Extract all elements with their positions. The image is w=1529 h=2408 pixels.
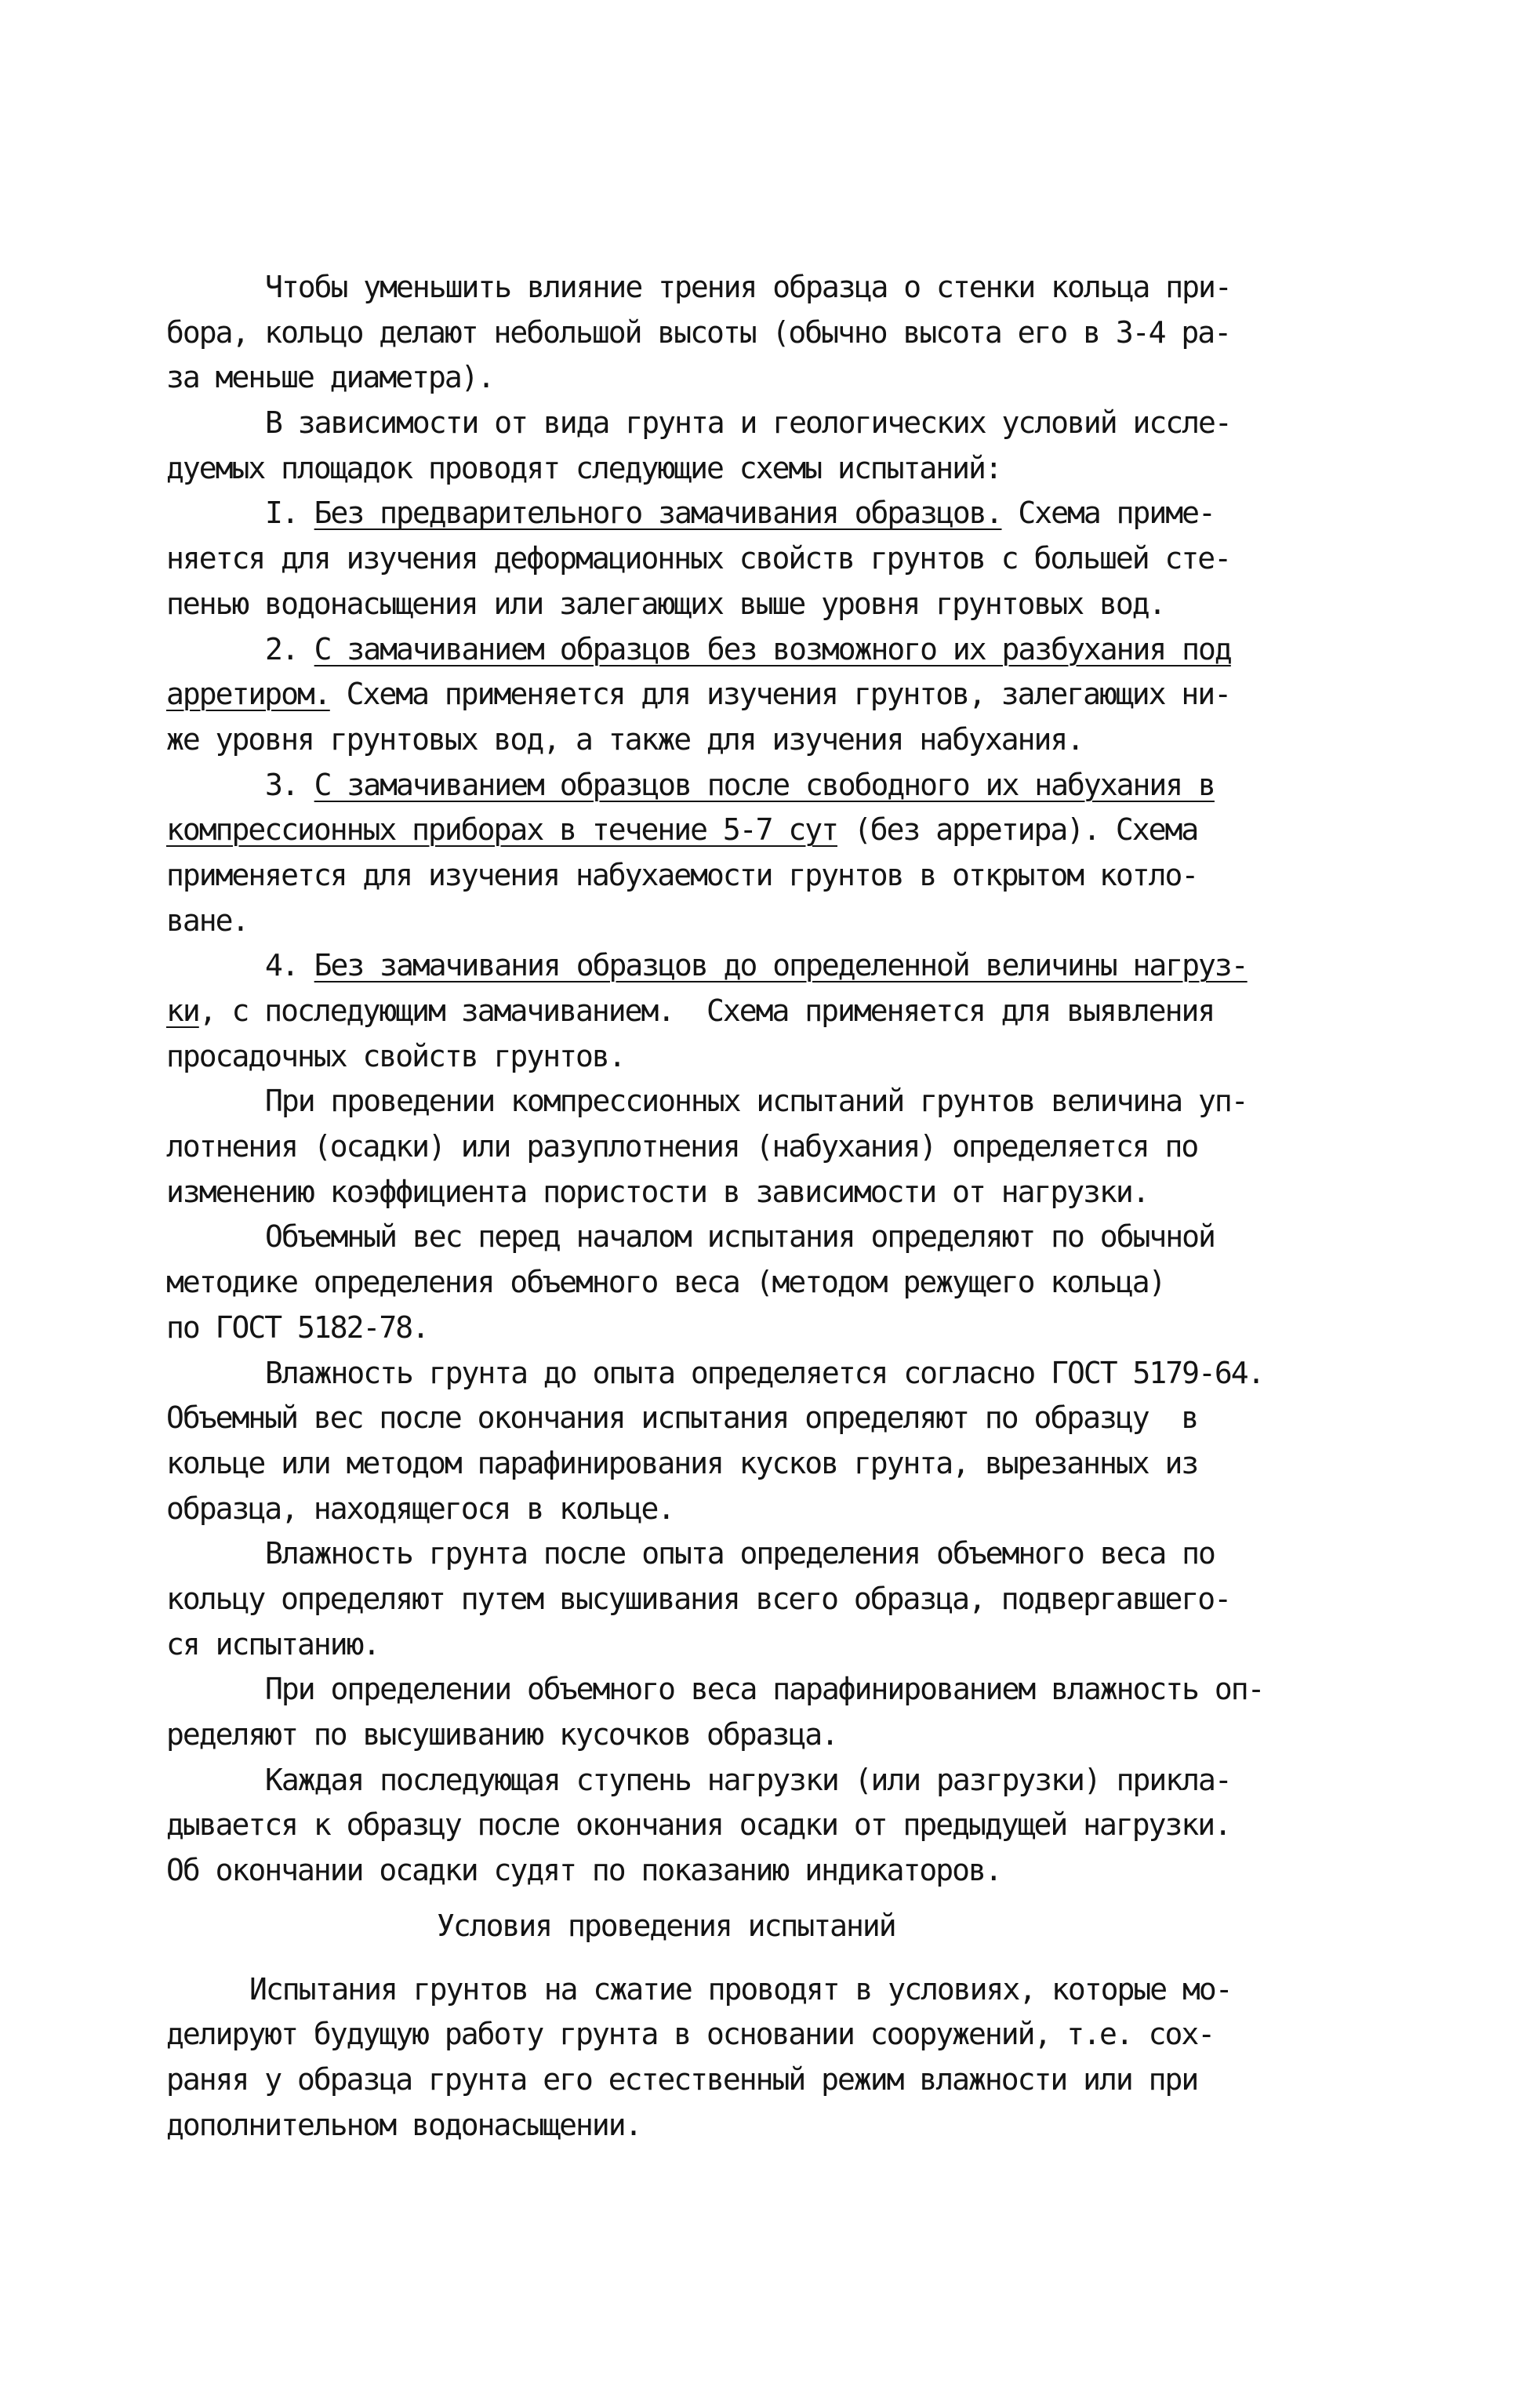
paragraph-line: Объемный вес перед началом испытания определяют по обычной	[265, 1219, 1215, 1255]
paragraph-line: кольце или методом парафинирования кусков грунта, вырезанных из	[166, 1445, 1198, 1480]
paragraph-line: Чтобы уменьшить влияние трения образца о стенки кольца при-	[265, 270, 1231, 304]
paragraph-line: дуемых площадок проводят следующие схемы испытаний:	[166, 450, 1001, 485]
paragraph-line: няется для изучения деформационных свойств грунтов с большей сте-	[166, 541, 1231, 576]
paragraph-line	[166, 672, 1374, 717]
underlined-phrase: арретиром.	[166, 677, 330, 712]
list-item-number: 4.	[265, 948, 314, 983]
paragraph-line: При определении объемного веса парафинированием влажность оп-	[265, 1672, 1264, 1707]
paragraph-line: по ГОСТ 5182-78.	[166, 1309, 429, 1345]
paragraph-line: ся испытанию.	[166, 1626, 380, 1662]
paragraph-line: ределяют по высушиванию кусочков образца.	[166, 1717, 837, 1752]
list-item-1	[166, 491, 1374, 536]
paragraph-line: При проведении компрессионных испытаний грунтов величина уп-	[265, 1084, 1248, 1119]
paragraph-line	[166, 989, 1374, 1034]
section-heading: Условия проведения испытаний	[437, 1908, 895, 1943]
paragraph-line: просадочных свойств грунтов.	[166, 1038, 625, 1073]
paragraph-line: образца, находящегося в кольце.	[166, 1491, 674, 1526]
paragraph-line: В зависимости от вида грунта и геологических условий иссле-	[265, 405, 1231, 441]
list-item-text: Схема приме-	[1001, 496, 1215, 531]
list-item-text: , с последующим замачиванием. Схема применяется для выявления	[198, 993, 1215, 1028]
list-item-text: (без арретира). Схема	[837, 812, 1198, 848]
paragraph-line: раняя у образца грунта его естественный режим влажности или при	[166, 2062, 1198, 2097]
paragraph-line: Объемный вес после окончания испытания определяют по образцу в	[166, 1400, 1198, 1436]
list-item-number: 2.	[265, 631, 314, 666]
list-item-text: Схема применяется для изучения грунтов, залегающих ни-	[329, 677, 1231, 712]
list-item-2	[166, 627, 1374, 673]
underlined-phrase: С замачиванием образцов после свободного их набухания в	[314, 767, 1215, 802]
paragraph-line: Влажность грунта после опыта определения объемного веса по	[265, 1536, 1215, 1571]
underlined-phrase: Без предварительного замачивания образцов.	[314, 496, 1002, 531]
paragraph-line: лотнения (осадки) или разуплотнения (набухания) определяется по	[166, 1129, 1198, 1164]
paragraph-line: же уровня грунтовых вод, а также для изучения набухания.	[166, 721, 1084, 757]
paragraph-line: методике определения объемного веса (методом режущего кольца)	[166, 1265, 1165, 1300]
paragraph-line: изменению коэффициента пористости в зависимости от нагрузки.	[166, 1174, 1149, 1209]
paragraph-line: за меньше диаметра).	[166, 360, 494, 395]
paragraph-line: применяется для изучения набухаемости грунтов в открытом котло-	[166, 857, 1198, 892]
underlined-phrase: компрессионных приборах в течение 5-7 сут	[166, 812, 837, 848]
paragraph-line: Каждая последующая ступень нагрузки (или разгрузки) прикла-	[265, 1762, 1231, 1797]
list-item-3	[166, 763, 1374, 808]
list-item-number: I.	[265, 496, 314, 531]
paragraph-line	[166, 808, 1374, 853]
paragraph-line: пенью водонасыщения или залегающих выше уровня грунтовых вод.	[166, 586, 1165, 621]
underlined-phrase: С замачиванием образцов без возможного их разбухания под	[314, 631, 1231, 666]
paragraph-line: дывается к образцу после окончания осадки от предыдущей нагрузки.	[166, 1807, 1231, 1843]
paragraph-line: Об окончании осадки судят по показанию индикаторов.	[166, 1853, 1001, 1888]
list-item-number: 3.	[265, 767, 314, 802]
list-item-4	[166, 943, 1374, 989]
paragraph-line: кольцу определяют путем высушивания всего образца, подвергавшего-	[166, 1581, 1231, 1616]
paragraph-line: бора, кольцо делают небольшой высоты (обычно высота его в 3-4 ра-	[166, 314, 1231, 350]
underlined-phrase: Без замачивания образцов до определенной величины нагруз-	[314, 948, 1248, 983]
underlined-phrase: ки	[166, 993, 199, 1028]
paragraph-line: Влажность грунта до опыта определяется согласно ГОСТ 5179-64.	[265, 1355, 1264, 1390]
document-body	[166, 265, 1374, 2148]
paragraph-line: дополнительном водонасыщении.	[166, 2107, 641, 2142]
paragraph-line: Испытания грунтов на сжатие проводят в условиях, которые мо-	[249, 1971, 1232, 2007]
paragraph-line: делируют будущую работу грунта в основании сооружений, т.е. сох-	[166, 2017, 1215, 2052]
paragraph-line: ване.	[166, 903, 249, 938]
